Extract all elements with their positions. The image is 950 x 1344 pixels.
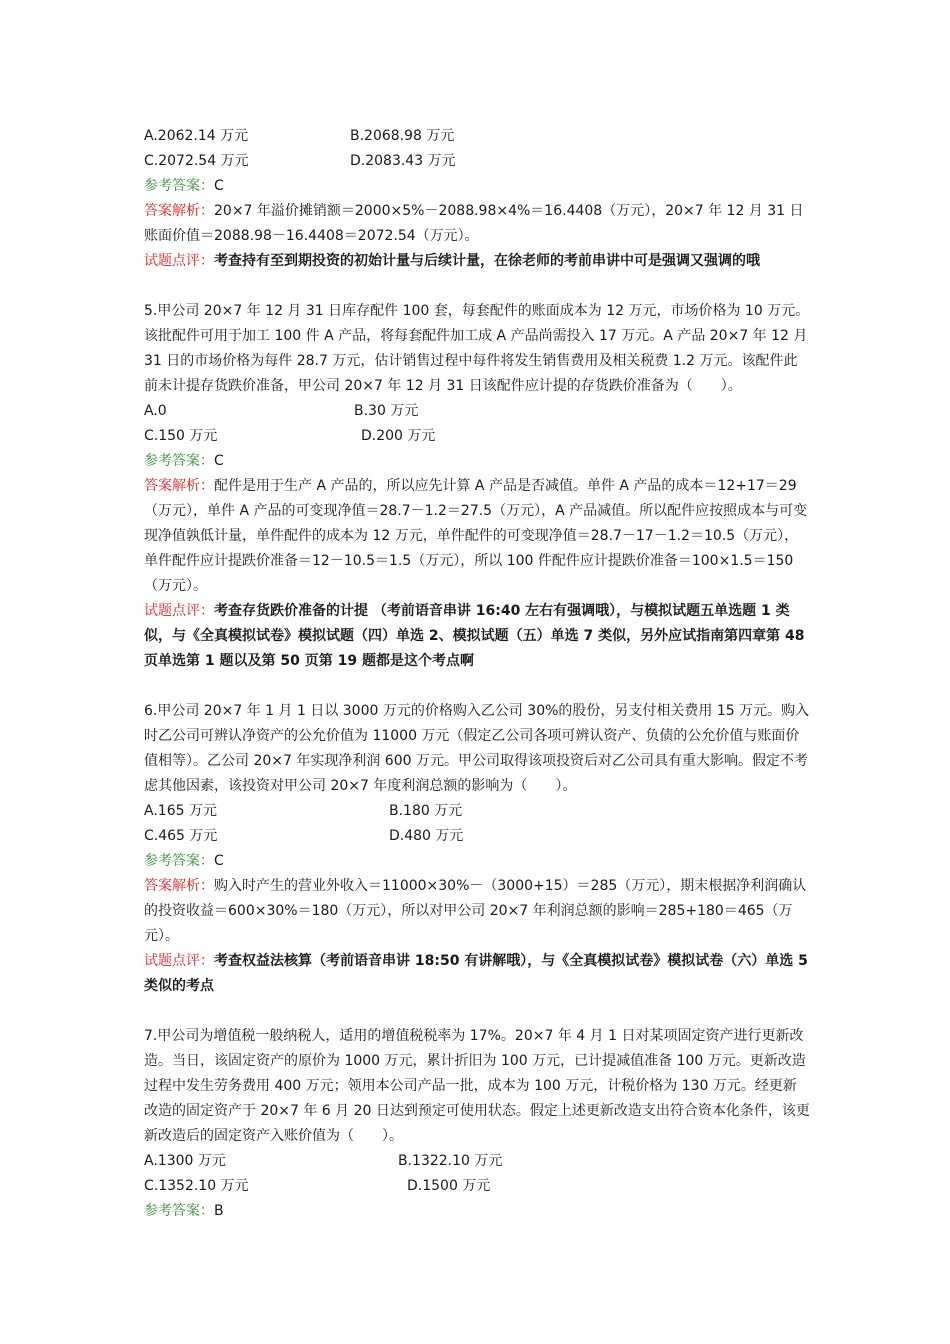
q5-option-b: B.30 万元 [354,403,419,419]
q4-options-row-2 [144,149,810,174]
analysis-text: 20×7 年溢价摊销额＝2000×5%－2088.98×4%＝16.4408（万元），20×7 年 12 月 31 日账面价值＝2088.98－16.4408＝2072.54（万元）。 [144,203,804,244]
q4-comment [144,249,810,274]
comment-text: 考查持有至到期投资的初始计量与后续计量，在徐老师的考前串讲中可是强调又强调的哦 [214,253,760,269]
spacer [144,274,810,299]
q5-comment [144,599,810,674]
answer-value: B [214,1203,224,1219]
comment-text: 考查权益法核算（考前语音串讲 18:50 有讲解哦），与《全真模拟试卷》模拟试卷（六）单选 5 类似的考点 [144,953,808,994]
answer-label: 参考答案： [144,453,214,469]
q6-option-a: A.165 万元 [144,803,217,819]
q6-analysis [144,874,810,949]
q7-options-row-1 [144,1149,810,1174]
analysis-text: 购入时产生的营业外收入＝11000×30%－（3000+15）＝285（万元），期末根据净利润确认的投资收益＝600×30%＝180（万元），所以对甲公司 20×7 年利润总额的影响＝285+180＝465（万元）。 [144,878,807,944]
q6-answer [144,849,810,874]
q7-option-b: B.1322.10 万元 [398,1153,503,1169]
answer-label: 参考答案： [144,1203,214,1219]
q7-options-row-2 [144,1174,810,1199]
q6-option-b: B.180 万元 [389,803,463,819]
comment-text: 考查存货跌价准备的计提 （考前语音串讲 16:40 左右有强调哦），与模拟试题五单选题 1 类似，与《全真模拟试卷》模拟试题（四）单选 2、模拟试题（五）单选 7 类似，另外应试指南第四章第 48 页单选第 1 题以及第 50 页第 19 题都是这个考点啊 [144,603,805,669]
q7-stem: 7.甲公司为增值税一般纳税人，适用的增值税税率为 17%。20×7 年 4 月 1 日对某项固定资产进行更新改造。当日，该固定资产的原价为 1000 万元，累计折旧为 100 万元，已计提减值准备 100 万元。更新改造过程中发生劳务费用 400 万元；领用本公司产品一批，成本为 100 万元，计税价格为 130 万元。经更新改造的固定资产于 20×7 年 6 月 20 日达到预定可使用状态。假定上述更新改造支出符合资本化条件，该更新改造后的固定资产入账价值为（ ）。 [144,1028,810,1144]
q6-options-row-2 [144,824,810,849]
q6-option-c: C.465 万元 [144,828,218,844]
q5-stem: 5.甲公司 20×7 年 12 月 31 日库存配件 100 套，每套配件的账面成本为 12 万元，市场价格为 10 万元。该批配件可用于加工 100 件 A 产品，将每套配件加工成 A 产品尚需投入 17 万元。A 产品 20×7 年 12 月 31 日的市场价格为每件 28.7 万元，估计销售过程中每件将发生销售费用及相关税费 1.2 万元。该配件此前未计提存货跌价准备，甲公司 20×7 年 12 月 31 日该配件应计提的存货跌价准备为（ ）。 [144,303,810,394]
q7-option-a: A.1300 万元 [144,1153,226,1169]
q7-option-d: D.1500 万元 [407,1178,491,1194]
q5-option-d: D.200 万元 [361,428,436,444]
comment-label: 试题点评： [144,953,214,969]
comment-label: 试题点评： [144,603,214,619]
q5-analysis [144,474,810,599]
q7-option-c: C.1352.10 万元 [144,1178,249,1194]
q4-option-a: A.2062.14 万元 [144,128,249,144]
q4-answer [144,174,810,199]
q5-option-a: A.0 [144,403,167,419]
answer-label: 参考答案： [144,178,214,194]
q7-answer [144,1199,810,1224]
comment-label: 试题点评： [144,253,214,269]
q6-option-d: D.480 万元 [389,828,464,844]
q4-analysis [144,199,810,249]
q6-stem: 6.甲公司 20×7 年 1 月 1 日以 3000 万元的价格购入乙公司 30%的股份，另支付相关费用 15 万元。购入时乙公司可辨认净资产的公允价值为 11000 万元（假定乙公司各项可辨认资产、负债的公允价值与账面价值相等）。乙公司 20×7 年实现净利润 600 万元。甲公司取得该项投资后对乙公司具有重大影响。假定不考虑其他因素，该投资对甲公司 20×7 年度利润总额的影响为（ ）。 [144,703,810,794]
q5-option-c: C.150 万元 [144,428,218,444]
spacer [144,674,810,699]
analysis-text: 配件是用于生产 A 产品的，所以应先计算 A 产品是否减值。单件 A 产品的成本＝12+17＝29（万元），单件 A 产品的可变现净值＝28.7－1.2＝27.5（万元），A 产品减值。所以配件应按照成本与可变现净值孰低计量，单件配件的成本为 12 万元，单件配件的可变现净值＝28.7－17－1.2＝10.5（万元），单件配件应计提跌价准备＝12－10.5＝1.5（万元），所以 100 件配件应计提跌价准备＝100×1.5＝150（万元）。 [144,478,808,594]
q6-options-row-1 [144,799,810,824]
q6-comment [144,949,810,999]
q4-option-d: D.2083.43 万元 [350,153,456,169]
q4-option-b: B.2068.98 万元 [350,128,455,144]
analysis-label: 答案解析： [144,203,214,219]
document-content [144,124,810,1224]
analysis-label: 答案解析： [144,478,214,494]
answer-value: C [214,178,224,194]
q4-options-row-1 [144,124,810,149]
analysis-label: 答案解析： [144,878,214,894]
q4-option-c: C.2072.54 万元 [144,153,249,169]
spacer [144,999,810,1024]
answer-value: C [214,453,224,469]
q5-options-row-1 [144,399,810,424]
q5-options-row-2 [144,424,810,449]
q5-answer [144,449,810,474]
answer-label: 参考答案： [144,853,214,869]
answer-value: C [214,853,224,869]
